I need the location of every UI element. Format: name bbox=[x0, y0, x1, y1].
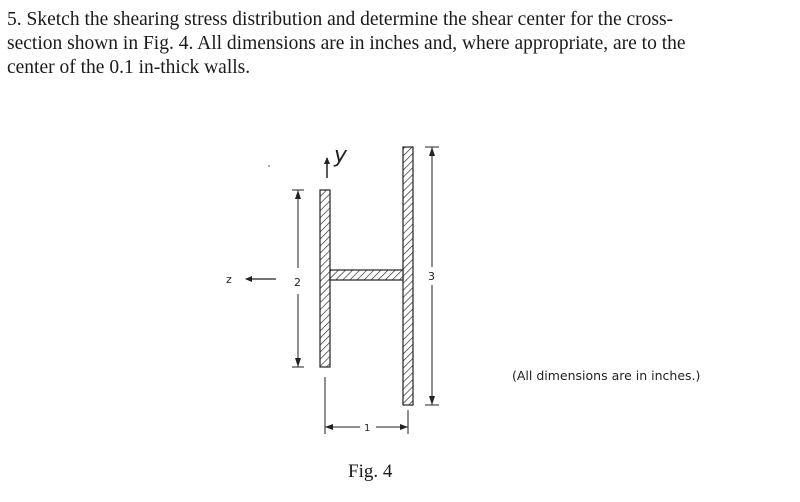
problem-line-2: section shown in Fig. 4. All dimensions are in inches and, where appropriate, are to the bbox=[7, 33, 686, 54]
web bbox=[330, 270, 403, 280]
left-flange bbox=[320, 190, 330, 367]
dimension-left-height bbox=[292, 190, 304, 367]
dimension-right-height-label: 3 bbox=[428, 270, 435, 283]
y-axis bbox=[327, 143, 348, 178]
dimension-web-width-label: 1 bbox=[364, 423, 371, 434]
dimensions-note: (All dimensions are in inches.) bbox=[512, 368, 701, 383]
z-axis-label: z bbox=[226, 273, 232, 286]
dimension-web-width bbox=[325, 377, 408, 434]
z-axis bbox=[226, 273, 276, 286]
problem-line-1: 5. Sketch the shearing stress distribution and determine the shear center for the cross- bbox=[7, 9, 674, 30]
dimension-left-height-label: 2 bbox=[294, 276, 301, 289]
figure-caption: Fig. 4 bbox=[348, 461, 393, 482]
right-flange bbox=[403, 147, 413, 405]
y-axis-label: y bbox=[334, 143, 348, 168]
problem-line-3: center of the 0.1 in-thick walls. bbox=[7, 57, 251, 78]
dimension-right-height bbox=[425, 147, 439, 405]
